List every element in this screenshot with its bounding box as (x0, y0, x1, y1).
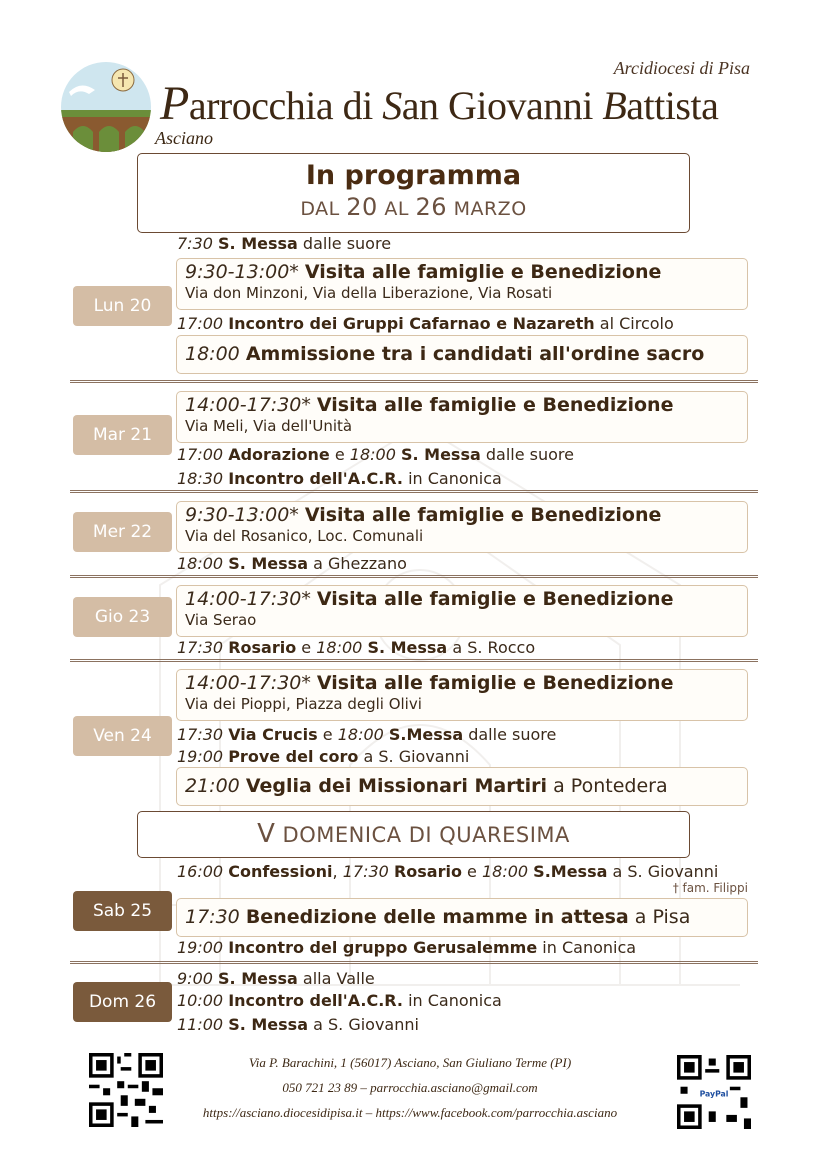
program-dates (138, 193, 689, 221)
dom-line-1 (177, 969, 375, 988)
ven-vigil-box (176, 767, 748, 806)
time: 18:00 (177, 554, 224, 573)
sunday-banner (137, 811, 690, 858)
start-day: 20 (346, 193, 378, 221)
parish-title-part: attista (626, 83, 719, 128)
parish-title-part: iovanni (476, 83, 603, 128)
event: Prove del coro (228, 747, 359, 766)
paypal-logo-text: PayPal (699, 1089, 729, 1099)
day-label-dom: Dom 26 (73, 982, 172, 1022)
time: 18:00 (337, 725, 384, 744)
time: 18:00 (316, 638, 363, 657)
sunday-text: DOMENICA DI QUARESIMA (282, 823, 570, 847)
comma: , (332, 862, 338, 881)
mer-line-1 (177, 554, 407, 573)
parish-title-part: arrocchia di (188, 83, 383, 128)
detail: in Canonica (408, 991, 502, 1010)
program-title: In programma (305, 160, 522, 191)
event: Visita alle famiglie e Benedizione (316, 672, 674, 694)
detail: a S. Rocco (452, 638, 536, 657)
day-label-lun: Lun 20 (73, 286, 172, 326)
detail: a Ghezzano (313, 554, 407, 573)
detail: a Pisa (634, 906, 691, 928)
event: S. Messa (228, 554, 308, 573)
time: 18:00 (185, 343, 240, 365)
streets: Via Serao (185, 611, 257, 629)
time: 9:30-13:00* (185, 261, 299, 283)
conjunction: e (301, 638, 312, 657)
gio-visit-box (176, 585, 748, 637)
conjunction: e (334, 445, 345, 464)
sab-line-2 (177, 938, 636, 957)
divider (70, 575, 758, 578)
time: 18:00 (481, 862, 529, 881)
time: 11:00 (177, 1015, 224, 1034)
mer-visit-box (176, 501, 748, 553)
address: Via P. Barachini, 1 (56017) Asciano, San Giuliano Terme (PI) (248, 1055, 572, 1070)
detail: in Canonica (408, 469, 502, 488)
day-label-sab: Sab 25 (73, 891, 172, 931)
time: 18:00 (349, 445, 396, 464)
time: 18:30 (177, 469, 224, 488)
sab-mothers-box (176, 898, 748, 937)
event: S.Messa (388, 725, 464, 744)
time: 17:00 (177, 314, 224, 333)
logo-image (61, 62, 151, 152)
ven-line-1 (177, 725, 556, 744)
parish-title-part: an (401, 83, 448, 128)
town-name: Asciano (155, 128, 213, 148)
detail: al Circolo (599, 314, 674, 333)
sunday-numeral: V (257, 819, 276, 849)
divider (70, 380, 758, 383)
event: Visita alle famiglie e Benedizione (304, 504, 662, 526)
conjunction: e (467, 862, 477, 881)
lun-line-2 (177, 314, 674, 333)
divider (70, 490, 758, 493)
mar-line-2 (177, 469, 502, 488)
time: 21:00 (185, 775, 240, 797)
end-day: 26 (415, 193, 448, 221)
day-label-mar: Mar 21 (73, 415, 172, 455)
event: S. Messa (218, 969, 298, 988)
detail: dalle suore (468, 725, 557, 744)
event: S.Messa (533, 862, 608, 881)
parish-initial-g: G (447, 83, 477, 128)
event: S. Messa (367, 638, 448, 657)
detail: a S. Giovanni (363, 747, 470, 766)
parish-title (160, 76, 718, 131)
divider (70, 659, 758, 662)
event: S. Messa (228, 1015, 308, 1034)
detail: dalle suore (302, 234, 392, 253)
web-links[interactable]: https://asciano.diocesidipisa.it – https://www.facebook.com/parrocchia.asciano (202, 1105, 618, 1120)
event: Visita alle famiglie e Benedizione (316, 394, 674, 416)
event: Visita alle famiglie e Benedizione (304, 261, 662, 283)
program-title-box (137, 153, 690, 233)
time: 17:30 (177, 638, 224, 657)
time: 17:00 (177, 445, 224, 464)
sab-line-1 (177, 862, 718, 881)
time: 17:30 (185, 906, 240, 928)
time: 19:00 (177, 938, 224, 957)
event: S. Messa (218, 234, 298, 253)
mar-line-1 (177, 445, 574, 464)
diocese-name: Arcidiocesi di Pisa (613, 58, 750, 78)
dom-line-2 (177, 991, 502, 1010)
time: 17:30 (177, 725, 224, 744)
time: 16:00 (177, 862, 224, 881)
detail: dalle suore (485, 445, 574, 464)
month-label: MARZO (453, 198, 527, 220)
time: 14:00-17:30* (185, 672, 311, 694)
event: Visita alle famiglie e Benedizione (316, 588, 674, 610)
time: 19:00 (177, 747, 224, 766)
conjunction: e (322, 725, 333, 744)
event: Rosario (228, 638, 297, 657)
time: 14:00-17:30* (185, 394, 311, 416)
streets: Via Meli, Via dell'Unità (185, 417, 353, 435)
dom-line-3 (177, 1015, 419, 1034)
mar-visit-box (176, 391, 748, 443)
lun-ordination-box (176, 335, 748, 374)
parish-initial-s: S (382, 83, 402, 128)
contacts[interactable]: 050 721 23 89 – parrocchia.asciano@gmail.com (282, 1080, 538, 1095)
lun-line-1 (177, 234, 391, 253)
event: Incontro dell'A.C.R. (228, 991, 403, 1010)
event: Benedizione delle mamme in attesa (245, 906, 629, 928)
event: Via Crucis (228, 725, 318, 744)
ven-visit-box (176, 669, 748, 721)
event: Incontro del gruppo Gerusalemme (228, 938, 538, 957)
detail: in Canonica (542, 938, 637, 957)
event: Rosario (393, 862, 462, 881)
event: Adorazione (228, 445, 330, 464)
day-label-mer: Mer 22 (73, 512, 172, 552)
event: Veglia dei Missionari Martiri (245, 775, 548, 797)
time: 14:00-17:30* (185, 588, 311, 610)
al-label: AL (384, 198, 409, 220)
parish-logo (61, 62, 151, 152)
event: Incontro dell'A.C.R. (228, 469, 403, 488)
streets: Via del Rosanico, Loc. Comunali (185, 527, 424, 545)
ven-line-2 (177, 747, 469, 766)
detail: alla Valle (302, 969, 375, 988)
detail: a S. Giovanni (313, 1015, 419, 1034)
time: 9:30-13:00* (185, 504, 299, 526)
gio-line-1 (177, 638, 535, 657)
event: Ammissione tra i candidati all'ordine sacro (245, 343, 705, 365)
time: 9:00 (177, 969, 213, 988)
event: Confessioni (228, 862, 333, 881)
time: 17:30 (342, 862, 389, 881)
lun-visit-box (176, 258, 748, 310)
streets: Via dei Pioppi, Piazza degli Olivi (185, 695, 422, 713)
streets: Via don Minzoni, Via della Liberazione, Via Rosati (185, 284, 553, 302)
day-label-gio: Gio 23 (73, 597, 172, 637)
time: 7:30 (177, 234, 213, 253)
paypal-qr-code[interactable] (677, 1055, 751, 1129)
website-qr-code[interactable] (89, 1053, 163, 1127)
detail: a S. Giovanni (612, 862, 719, 881)
divider (70, 961, 758, 964)
event: Incontro dei Gruppi Cafarnao e Nazareth (228, 314, 595, 333)
parish-initial-b: B (602, 83, 627, 128)
day-label-ven: Ven 24 (73, 716, 172, 756)
mass-intention-note: † fam. Filippi (672, 881, 748, 895)
event: S. Messa (400, 445, 481, 464)
dal-label: DAL (300, 198, 340, 220)
footer-contacts (180, 1050, 640, 1125)
detail: a Pontedera (553, 775, 668, 797)
time: 10:00 (177, 991, 224, 1010)
parish-initial-p: P (160, 77, 189, 130)
